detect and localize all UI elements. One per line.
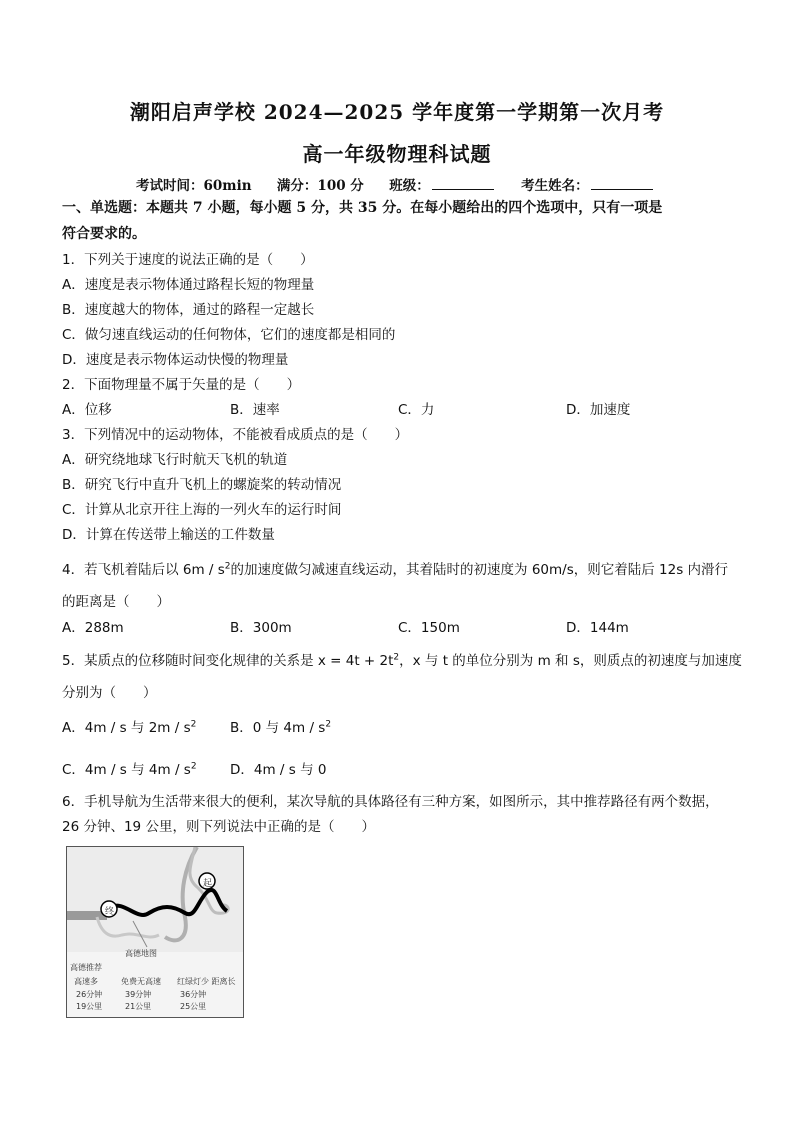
q3-option-c: C．计算从北京开往上海的一列火车的运行时间 — [62, 502, 342, 518]
q2-option-a: A．位移 — [62, 402, 112, 418]
q2-option-d: D．加速度 — [566, 402, 631, 418]
q5-stem-part1: 5．某质点的位移随时间变化规律的关系是 x = 4t + 2t — [62, 653, 394, 669]
q1-option-d: D．速度是表示物体运动快慢的物理量 — [62, 352, 289, 368]
exam-subtitle: 高一年级物理科试题 — [302, 142, 492, 166]
navigation-map-figure — [66, 846, 244, 1018]
q3-option-a: A．研究绕地球飞行时航天飞机的轨道 — [62, 452, 288, 468]
end-label: 终 — [105, 907, 115, 917]
exam-info-line — [136, 174, 653, 194]
q1-option-b: B．速度越大的物体，通过的路程一定越长 — [62, 302, 315, 318]
route3-distance: 25公里 — [180, 1002, 207, 1011]
q4-option-a: A．288m — [62, 620, 124, 636]
q3-option-b: B．研究飞行中直升飞机上的螺旋桨的转动情况 — [62, 477, 342, 493]
route1-distance: 19公里 — [76, 1002, 103, 1011]
route1-name: 高德推荐 — [70, 963, 102, 972]
q4-stem — [62, 558, 728, 578]
q4-stem-sup: 2 — [224, 561, 231, 572]
section-heading-line2: 符合要求的。 — [62, 226, 146, 242]
section-heading — [62, 195, 742, 247]
name-blank — [591, 177, 653, 190]
q4-option-c: C．150m — [398, 620, 460, 636]
q6-stem-line2: 26 分钟、19 公里，则下列说法中正确的是（ ） — [62, 819, 375, 835]
exam-time: 考试时间：60min — [136, 178, 252, 194]
q5-option-c-sup: 2 — [190, 761, 197, 772]
q3-option-d: D．计算在传送带上输送的工件数量 — [62, 527, 275, 543]
q3-stem: 3．下列情况中的运动物体，不能被看成质点的是（ ） — [62, 427, 409, 443]
q4-stem-line2: 的距离是（ ） — [62, 594, 170, 610]
full-score: 满分：100 分 — [276, 178, 364, 194]
route1-tag: 高速多 — [74, 977, 98, 986]
q1-option-a: A．速度是表示物体通过路程长短的物理量 — [62, 277, 315, 293]
exam-title: 潮阳启声学校 2024—2025 学年度第一学期第一次月考 — [129, 100, 665, 124]
q5-stem-part2: ，x 与 t 的单位分别为 m 和 s，则质点的初速度与加速度 — [399, 653, 742, 669]
q5-option-b-sup: 2 — [325, 719, 332, 730]
q5-option-d: D．4m / s 与 0 — [230, 762, 327, 778]
section-heading-line1: 一、单选题：本题共 7 小题，每小题 5 分，共 35 分。在每小题给出的四个选项中，只有一项是 — [62, 200, 663, 216]
map-caption: 高德地图 — [125, 949, 157, 958]
q5-option-c-text: C．4m / s 与 4m / s — [62, 762, 191, 778]
q4-stem-part2: 的加速度做匀减速直线运动，其着陆时的初速度为 60m/s，则它着陆后 12s 内滑行 — [230, 562, 729, 578]
q4-stem-part1: 4．若飞机着陆后以 6m / s — [62, 562, 225, 578]
q4-option-b: B．300m — [230, 620, 292, 636]
q5-stem — [62, 649, 742, 669]
q5-option-b-text: B．0 与 4m / s — [230, 720, 326, 736]
q6-stem-line1: 6．手机导航为生活带来很大的便利，某次导航的具体路径有三种方案，如图所示，其中推荐路径有两个数据， — [62, 794, 719, 810]
q4-option-d: D．144m — [566, 620, 629, 636]
route3-time: 36分钟 — [180, 990, 207, 999]
q5-option-a-text: A．4m / s 与 2m / s — [62, 720, 191, 736]
start-label: 起 — [203, 879, 213, 889]
route3-tag: 红绿灯少 距离长 — [177, 977, 236, 986]
q5-option-a-sup: 2 — [190, 719, 197, 730]
route2-time: 39分钟 — [125, 990, 152, 999]
class-label: 班级： — [389, 178, 430, 194]
q1-stem: 1．下列关于速度的说法正确的是（ ） — [62, 252, 314, 268]
route2-distance: 21公里 — [125, 1002, 152, 1011]
route1-time: 26分钟 — [76, 990, 103, 999]
q5-stem-line2: 分别为（ ） — [62, 685, 157, 701]
q5-stem-sup: 2 — [393, 652, 400, 663]
q5-option-a — [62, 716, 196, 736]
q2-stem: 2．下面物理量不属于矢量的是（ ） — [62, 377, 301, 393]
q5-option-c — [62, 758, 197, 778]
name-label: 考生姓名： — [521, 178, 589, 194]
q1-option-c: C．做匀速直线运动的任何物体，它们的速度都是相同的 — [62, 327, 396, 343]
q2-option-c: C．力 — [398, 402, 435, 418]
q2-option-b: B．速率 — [230, 402, 280, 418]
class-blank — [432, 177, 494, 190]
route2-tag: 免费无高速 — [121, 977, 161, 986]
q5-option-b — [230, 716, 331, 736]
